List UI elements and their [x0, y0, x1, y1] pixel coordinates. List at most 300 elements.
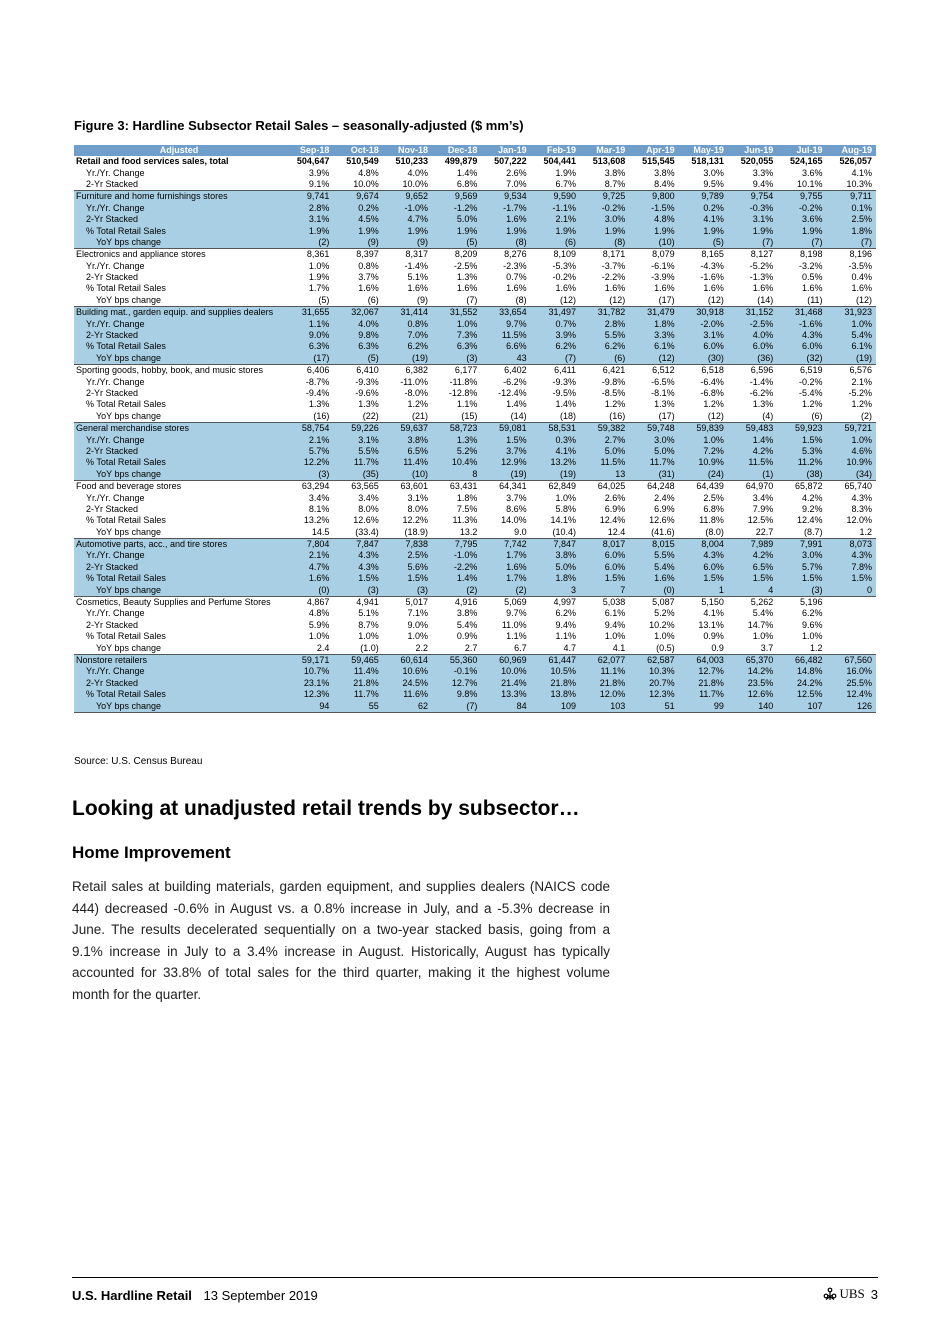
row-label: 2-Yr Stacked: [86, 619, 139, 630]
table-cell: -9.3%: [552, 376, 576, 387]
table-cell: 1.4%: [728, 434, 777, 445]
table-cell: 5.0%: [580, 446, 629, 457]
table-cell: 5.5%: [333, 446, 382, 457]
table-cell: 8.0%: [358, 503, 379, 514]
table-cell: 5.0%: [531, 562, 580, 573]
row-label: Electronics and appliance stores: [74, 249, 284, 261]
table-row: [74, 527, 876, 539]
table-cell: 1.9%: [308, 272, 330, 283]
table-cell: 8,171: [580, 249, 629, 261]
table-cell: 1.5%: [777, 573, 826, 584]
table-cell: 1.7%: [308, 283, 330, 294]
table-cell: 3.1%: [728, 214, 777, 225]
table-cell: 3.4%: [752, 492, 774, 503]
table-cell: 1.0%: [308, 260, 330, 271]
table-cell: 8,079: [629, 249, 678, 261]
table-cell: (17): [658, 410, 675, 421]
column-header-month: Jan-19: [481, 145, 530, 156]
page-number: 3: [870, 1286, 878, 1302]
table-cell: 9,652: [383, 191, 432, 203]
table-cell: 1.2: [859, 526, 872, 537]
row-label: % Total Retail Sales: [74, 225, 284, 236]
table-cell: 1.5%: [383, 573, 432, 584]
table-cell: (8): [481, 237, 530, 249]
table-cell: 62,849: [531, 480, 580, 492]
table-row: [74, 480, 876, 492]
table-cell: 63,294: [284, 480, 333, 492]
table-cell: (36): [728, 353, 777, 365]
table-cell: 8,127: [728, 249, 777, 261]
table-cell: 25.5%: [827, 678, 876, 689]
table-cell: 3.6%: [777, 214, 826, 225]
table-cell: 5.2%: [432, 446, 481, 457]
table-cell: 10.9%: [679, 457, 728, 468]
table-cell: 1.5%: [728, 573, 777, 584]
table-row: [74, 388, 876, 399]
table-cell: 20.7%: [629, 678, 678, 689]
table-cell: 12.6%: [353, 515, 379, 526]
table-cell: 504,647: [296, 156, 330, 167]
table-cell: 9.0: [514, 526, 527, 537]
table-cell: 1.9%: [383, 225, 432, 236]
table-cell: 6,382: [383, 365, 432, 377]
table-cell: 1.4%: [555, 399, 576, 410]
table-cell: 518,131: [691, 156, 724, 167]
table-cell: (34): [827, 469, 876, 481]
table-cell: (31): [629, 469, 678, 481]
table-cell: 14.5: [311, 526, 330, 537]
table-cell: 4,916: [432, 596, 481, 608]
ubs-keys-icon: [823, 1287, 837, 1301]
table-row: [74, 191, 876, 203]
table-cell: 4.1%: [531, 446, 580, 457]
table-cell: -8.0%: [404, 388, 429, 398]
table-cell: 2.4%: [654, 492, 675, 503]
table-cell: 3.3%: [752, 167, 774, 178]
table-cell: 4.5%: [333, 214, 382, 225]
table-cell: -1.6%: [700, 272, 724, 283]
table-cell: 6.3%: [284, 341, 333, 352]
row-label: YoY bps change: [96, 294, 162, 305]
table-cell: 63,565: [333, 480, 382, 492]
table-cell: -3.7%: [601, 260, 626, 271]
table-cell: 2.1%: [531, 214, 580, 225]
table-cell: 60,614: [383, 654, 432, 666]
table-cell: 6,576: [827, 365, 876, 377]
row-label: Yr./Yr. Change: [74, 550, 284, 561]
table-cell: (19): [531, 469, 580, 481]
table-row: [74, 654, 876, 666]
row-label: 2-Yr Stacked: [86, 178, 139, 189]
table-cell: 4.3%: [851, 492, 872, 503]
table-cell: 4.3%: [827, 550, 876, 561]
table-row: [74, 584, 876, 596]
table-cell: (17): [284, 353, 333, 365]
table-cell: 3: [531, 584, 580, 596]
table-cell: 1.9%: [481, 225, 530, 236]
table-cell: 7.8%: [827, 562, 876, 573]
table-cell: 6,406: [284, 365, 333, 377]
table-cell: (9): [417, 294, 429, 305]
table-cell: 2.7: [464, 642, 478, 653]
table-cell: -2.2%: [601, 272, 626, 283]
table-cell: 7.9%: [752, 503, 774, 514]
table-cell: 7,742: [481, 538, 530, 550]
table-cell: 8,361: [284, 249, 333, 261]
table-cell: 9.4%: [555, 619, 576, 630]
retail-sales-table: [74, 145, 876, 713]
table-cell: 9.7%: [506, 608, 527, 619]
table-cell: 6.2%: [383, 341, 432, 352]
table-cell: 10.7%: [284, 666, 333, 677]
footer-report-title: U.S. Hardline Retail: [72, 1288, 192, 1303]
row-label: % Total Retail Sales: [74, 573, 284, 584]
table-cell: -6.2%: [503, 376, 527, 387]
table-row: [74, 261, 876, 272]
table-cell: 4.7%: [284, 562, 333, 573]
table-cell: -0.2%: [799, 376, 823, 387]
row-label: % Total Retail Sales: [86, 631, 166, 642]
table-cell: 1.9%: [580, 225, 629, 236]
table-cell: 9.0%: [407, 619, 429, 630]
table-cell: 8,004: [679, 538, 728, 550]
row-label: Food and beverage stores: [74, 480, 284, 492]
table-cell: 6.7%: [555, 178, 576, 189]
row-label: Cosmetics, Beauty Supplies and Perfume Stores: [74, 596, 284, 608]
table-cell: (8.0): [705, 526, 724, 537]
table-cell: 6.8%: [703, 503, 724, 514]
row-label: 2-Yr Stacked: [86, 503, 139, 514]
table-cell: 55,360: [432, 654, 481, 666]
table-cell: (3): [432, 353, 481, 365]
table-cell: 6.0%: [777, 341, 826, 352]
table-cell: 13.3%: [481, 689, 530, 700]
table-cell: 13.2%: [531, 457, 580, 468]
table-cell: (0.5): [656, 642, 675, 653]
table-cell: 1.0%: [827, 318, 876, 329]
table-cell: (33.4): [355, 526, 379, 537]
table-cell: 4.8%: [629, 214, 678, 225]
table-cell: 63,601: [383, 480, 432, 492]
table-cell: (10): [383, 469, 432, 481]
table-cell: -11.0%: [400, 376, 429, 387]
table-cell: 8,015: [629, 538, 678, 550]
table-cell: (7): [466, 294, 478, 305]
table-cell: (3): [383, 584, 432, 596]
table-cell: 8.7%: [358, 619, 379, 630]
table-cell: 1.0%: [358, 631, 379, 642]
table-cell: 21.4%: [481, 678, 530, 689]
column-header-month: Jun-19: [728, 145, 777, 156]
table-cell: 1.0%: [308, 631, 330, 642]
body-paragraph: Retail sales at building materials, garden equipment, and supplies dealers (NAICS code 444) decreased -0.6% in August vs. a 0.8% increase in July, and a -5.3% decrease in June. The results decelerated sequentially on a two-year stacked basis, going from a 9.1% increase in July to a 3.4% increase in August. Historically, August has typically accounted for 33.8% of total sales for the third quarter, making it the highest volume month for the quarter.: [72, 879, 610, 1002]
table-cell: (12): [559, 294, 576, 305]
table-cell: 5.4%: [456, 619, 478, 630]
table-row: [74, 608, 876, 619]
table-cell: 11.7%: [333, 689, 382, 700]
table-cell: 7,847: [333, 538, 382, 550]
table-cell: 499,879: [444, 156, 478, 167]
table-cell: 11.5%: [580, 457, 629, 468]
table-cell: 6.1%: [604, 608, 626, 619]
table-cell: (7): [432, 700, 481, 712]
table-cell: 6.5%: [728, 562, 777, 573]
table-cell: 140: [728, 700, 777, 712]
row-label: Automotive parts, acc., and tire stores: [74, 538, 284, 550]
table-cell: 5,069: [481, 596, 530, 608]
table-row: [74, 307, 876, 319]
table-cell: (5): [318, 294, 330, 305]
table-cell: 5.4%: [827, 330, 876, 341]
table-cell: 11.5%: [481, 330, 530, 341]
table-cell: (3): [777, 584, 826, 596]
table-cell: (16): [609, 410, 626, 421]
table-cell: -0.1%: [432, 666, 481, 677]
table-cell: -1.2%: [432, 203, 481, 214]
table-cell: 4.2%: [802, 492, 823, 503]
table-cell: 14.7%: [747, 619, 774, 630]
table-cell: 8,198: [777, 249, 826, 261]
row-label: 2-Yr Stacked: [86, 388, 139, 398]
row-label: YoY bps change: [96, 526, 162, 537]
table-cell: 1.6%: [358, 283, 379, 294]
table-cell: 55: [333, 700, 382, 712]
table-row: [74, 562, 876, 573]
table-cell: 6,519: [777, 365, 826, 377]
table-cell: 109: [531, 700, 580, 712]
table-cell: 60,969: [481, 654, 530, 666]
table-cell: 8.4%: [654, 178, 675, 189]
table-cell: 4,997: [531, 596, 580, 608]
table-cell: 3.0%: [580, 214, 629, 225]
table-cell: -2.3%: [503, 260, 527, 271]
ubs-logo-text: UBS: [839, 1286, 865, 1301]
table-cell: 6.0%: [580, 562, 629, 573]
row-label: Retail and food services sales, total: [76, 156, 229, 167]
row-label: YoY bps change: [96, 642, 162, 653]
table-cell: 21.8%: [580, 678, 629, 689]
table-cell: -3.9%: [651, 272, 675, 283]
table-cell: 1.5%: [679, 573, 728, 584]
row-label: Yr./Yr. Change: [86, 167, 145, 178]
table-row: [74, 341, 876, 352]
row-label: Sporting goods, hobby, book, and music stores: [74, 365, 284, 377]
table-cell: 11.3%: [452, 515, 478, 526]
table-cell: 9.1%: [308, 178, 330, 189]
table-cell: 2.5%: [703, 492, 724, 503]
table-cell: 1.2%: [407, 399, 429, 410]
row-label: Yr./Yr. Change: [86, 260, 145, 271]
table-cell: -6.4%: [700, 376, 724, 387]
table-row: [74, 620, 876, 631]
table-cell: 5,262: [728, 596, 777, 608]
table-cell: 1.9%: [284, 225, 333, 236]
table-cell: 9,674: [333, 191, 382, 203]
table-cell: (38): [777, 469, 826, 481]
table-cell: -11.8%: [449, 376, 478, 387]
table-cell: [827, 642, 876, 654]
table-cell: 62,077: [580, 654, 629, 666]
row-label: Yr./Yr. Change: [74, 434, 284, 445]
table-cell: 520,055: [740, 156, 774, 167]
table-cell: (7): [827, 237, 876, 249]
table-cell: 5,196: [777, 596, 826, 608]
table-cell: 8.3%: [851, 503, 872, 514]
row-label: 2-Yr Stacked: [74, 330, 284, 341]
table-cell: (18): [559, 410, 576, 421]
table-cell: 0.7%: [531, 318, 580, 329]
table-cell: 1.9%: [777, 225, 826, 236]
table-cell: 1.6%: [851, 283, 872, 294]
table-cell: 107: [777, 700, 826, 712]
table-cell: 9.2%: [802, 503, 823, 514]
table-cell: (10): [629, 237, 678, 249]
table-cell: (19): [827, 353, 876, 365]
table-cell: 6.0%: [679, 562, 728, 573]
table-cell: 9,741: [284, 191, 333, 203]
table-cell: 4.2%: [728, 446, 777, 457]
table-cell: 11.8%: [699, 515, 724, 526]
table-cell: 5.6%: [383, 562, 432, 573]
column-header-month: Feb-19: [531, 145, 580, 156]
table-cell: 11.6%: [383, 689, 432, 700]
table-cell: 8.0%: [407, 503, 429, 514]
table-cell: 11.7%: [629, 457, 678, 468]
table-cell: 3.7%: [506, 492, 527, 503]
table-row: [74, 411, 876, 423]
table-cell: 0.8%: [383, 318, 432, 329]
table-cell: 12.6%: [649, 515, 675, 526]
table-cell: 64,003: [679, 654, 728, 666]
table-cell: -6.2%: [749, 388, 774, 398]
table-cell: 59,637: [383, 422, 432, 434]
table-cell: 62,587: [629, 654, 678, 666]
table-cell: 9,755: [777, 191, 826, 203]
table-cell: (1.0): [360, 642, 379, 653]
table-cell: 12.7%: [432, 678, 481, 689]
table-cell: 10.0%: [353, 178, 379, 189]
table-cell: 6.9%: [604, 503, 626, 514]
table-cell: 3.8%: [531, 550, 580, 561]
table-cell: 1.4%: [506, 399, 527, 410]
table-cell: 30,918: [679, 307, 728, 319]
table-row: [74, 689, 876, 700]
table-cell: 3.8%: [604, 167, 626, 178]
table-cell: -1.4%: [404, 260, 429, 271]
table-cell: 12.6%: [728, 689, 777, 700]
table-cell: 31,923: [827, 307, 876, 319]
table-header: [74, 145, 876, 156]
table-cell: 1.0%: [555, 492, 576, 503]
table-cell: 11.1%: [580, 666, 629, 677]
table-cell: 10.3%: [846, 178, 872, 189]
table-row: [74, 156, 876, 167]
table-cell: 4.7: [563, 642, 576, 653]
table-cell: 1: [679, 584, 728, 596]
row-label: % Total Retail Sales: [74, 689, 284, 700]
table-cell: 0: [827, 584, 876, 596]
table-cell: 12.2%: [402, 515, 429, 526]
table-cell: 4,941: [333, 596, 382, 608]
table-cell: (3): [333, 584, 382, 596]
table-cell: 9.7%: [481, 318, 530, 329]
table-cell: (8.7): [804, 526, 823, 537]
table-cell: 1.3%: [456, 272, 478, 283]
table-cell: (17): [658, 294, 675, 305]
table-cell: 14.1%: [550, 515, 576, 526]
table-cell: 1.6%: [555, 283, 576, 294]
table-cell: 0.2%: [333, 203, 382, 214]
table-cell: 8,317: [383, 249, 432, 261]
row-label: Yr./Yr. Change: [74, 203, 284, 214]
table-cell: 11.7%: [333, 457, 382, 468]
table-cell: 6.2%: [531, 341, 580, 352]
table-cell: 1.5%: [777, 434, 826, 445]
table-cell: 1.0%: [752, 631, 774, 642]
row-label: % Total Retail Sales: [74, 341, 284, 352]
table-cell: 13.1%: [698, 619, 724, 630]
table-cell: (0): [629, 584, 678, 596]
table-cell: 7.3%: [432, 330, 481, 341]
table-cell: 4.8%: [358, 167, 379, 178]
table-cell: 4.1%: [703, 608, 724, 619]
table-cell: (14): [757, 294, 774, 305]
table-cell: -2.5%: [728, 318, 777, 329]
table-row: [74, 666, 876, 677]
table-cell: 31,782: [580, 307, 629, 319]
table-cell: 94: [284, 700, 333, 712]
table-cell: 1.6%: [481, 562, 530, 573]
table-cell: 0.9%: [456, 631, 478, 642]
table-cell: 59,465: [333, 654, 382, 666]
table-cell: 6.0%: [679, 341, 728, 352]
table-cell: 6.6%: [481, 341, 530, 352]
table-cell: 32,067: [333, 307, 382, 319]
table-cell: 7,991: [777, 538, 826, 550]
table-cell: 6.7: [514, 642, 527, 653]
table-cell: (7): [777, 237, 826, 249]
row-label: Building mat., garden equip. and supplies dealers: [74, 307, 284, 319]
row-label: 2-Yr Stacked: [74, 562, 284, 573]
table-cell: 59,483: [728, 422, 777, 434]
table-cell: 59,721: [827, 422, 876, 434]
table-cell: 67,560: [827, 654, 876, 666]
table-row: [74, 457, 876, 468]
table-cell: 31,497: [531, 307, 580, 319]
table-row: [74, 469, 876, 481]
table-cell: 6,421: [580, 365, 629, 377]
table-cell: 99: [679, 700, 728, 712]
table-cell: (32): [777, 353, 826, 365]
table-cell: 6.2%: [802, 608, 823, 619]
table-cell: 1.5%: [333, 573, 382, 584]
table-cell: 8.7%: [604, 178, 626, 189]
table-cell: 8: [432, 469, 481, 481]
table-cell: 4.2%: [728, 550, 777, 561]
table-cell: 6.0%: [580, 550, 629, 561]
table-cell: 2.6%: [506, 167, 527, 178]
table-cell: 11.4%: [333, 666, 382, 677]
footer-report-info: [72, 1288, 318, 1303]
table-cell: 59,226: [333, 422, 382, 434]
table-cell: 2.1%: [284, 434, 333, 445]
column-header-month: May-19: [679, 145, 728, 156]
row-label: Yr./Yr. Change: [74, 666, 284, 677]
table-cell: 7,804: [284, 538, 333, 550]
table-cell: 2.7%: [580, 434, 629, 445]
table-cell: 9.4%: [752, 178, 774, 189]
table-cell: 63,431: [432, 480, 481, 492]
